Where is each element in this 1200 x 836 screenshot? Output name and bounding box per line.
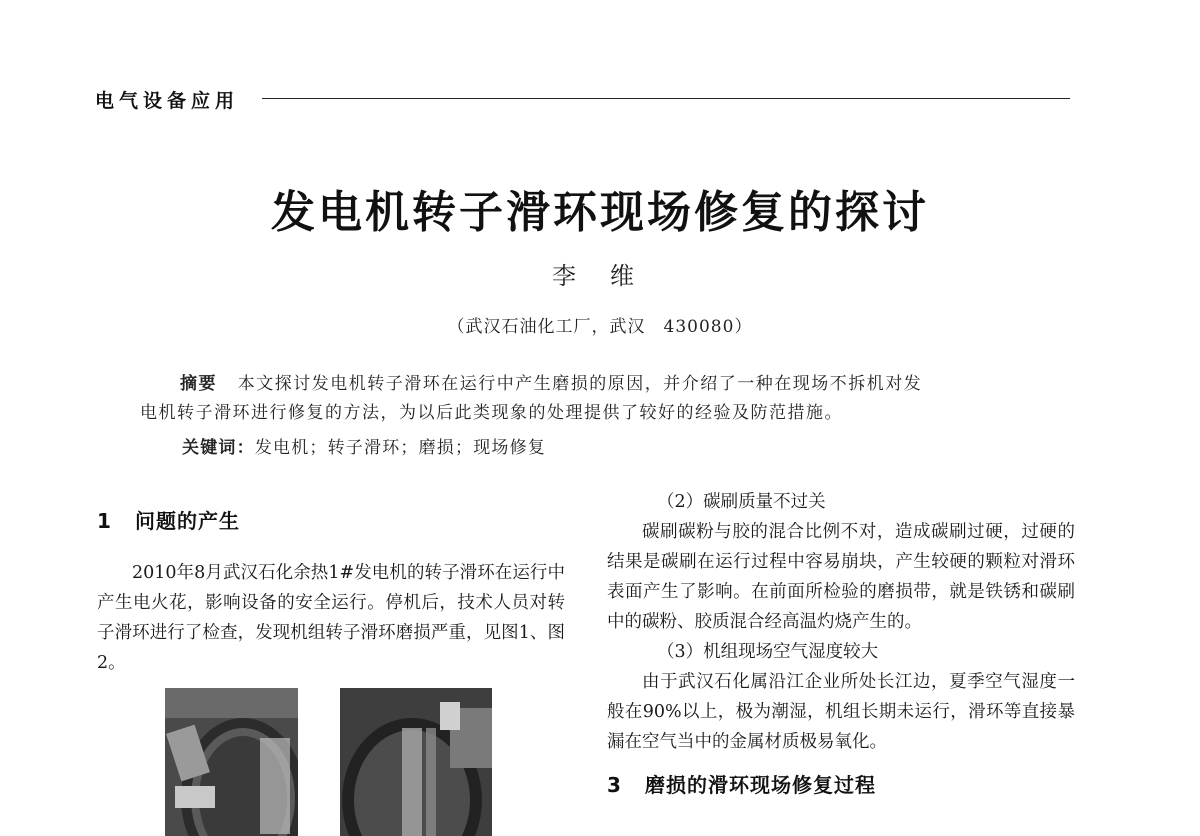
abstract-line-2: 电机转子滑环进行修复的方法，为以后此类现象的处理提供了较好的经验及防范措施。: [140, 403, 843, 423]
subsection-2: （2）碳刷质量不过关: [657, 492, 826, 512]
subsection-3: （3）机组现场空气湿度较大: [657, 642, 879, 662]
author-affiliation: （武汉石油化工厂，武汉 430080）: [447, 317, 753, 337]
section-1-number: 1: [97, 509, 112, 533]
keywords-text: 发电机；转子滑环；磨损；现场修复: [254, 438, 547, 458]
abstract-text-1: 本文探讨发电机转子滑环在运行中产生磨损的原因，并介绍了一种在现场不拆机对发: [237, 374, 923, 394]
abstract-line-1: [140, 370, 1045, 399]
left-column: [97, 505, 565, 678]
abstract: [140, 370, 1045, 428]
running-header-label: 电气设备应用: [95, 90, 240, 112]
section-3-title: 磨损的滑环现场修复过程: [645, 773, 876, 797]
section-1-title: 问题的产生: [135, 509, 240, 533]
subsection-2-paragraph: 碳刷碳粉与胶的混合比例不对，造成碳刷过硬，过硬的结果是碳刷在运行过程中容易崩块，产生较硬的颗粒对滑环表面产生了影响。在前面所检验的磨损带，就是铁锈和碳刷中的碳粉、胶质混合经高温灼烧产生的。: [607, 522, 1075, 632]
abstract-label: 摘要: [180, 374, 217, 394]
keywords: [182, 433, 546, 458]
section-3-heading: [607, 769, 1075, 798]
subsection-3-paragraph: 由于武汉石化属沿江企业所处长江边，夏季空气湿度一般在90%以上，极为潮湿，机组长期未运行，滑环等直接暴漏在空气当中的金属材质极易氧化。: [607, 672, 1075, 752]
section-3-number: 3: [607, 773, 622, 797]
paper-title: 发电机转子滑环现场修复的探讨: [271, 187, 929, 238]
right-column: [607, 487, 1075, 798]
header-divider: [262, 98, 1070, 99]
figure-1-photo: [165, 688, 298, 836]
keywords-label: 关键词：: [182, 438, 255, 458]
section-1-heading: [97, 505, 565, 534]
figure-2-photo: [340, 688, 492, 836]
section-1-paragraph: 2010年8月武汉石化余热1#发电机的转子滑环在运行中产生电火花，影响设备的安全运行。停机后，技术人员对转子滑环进行了检查，发现机组转子滑环磨损严重，见图1、图2。: [97, 563, 565, 673]
author-name: 李维: [552, 262, 668, 290]
